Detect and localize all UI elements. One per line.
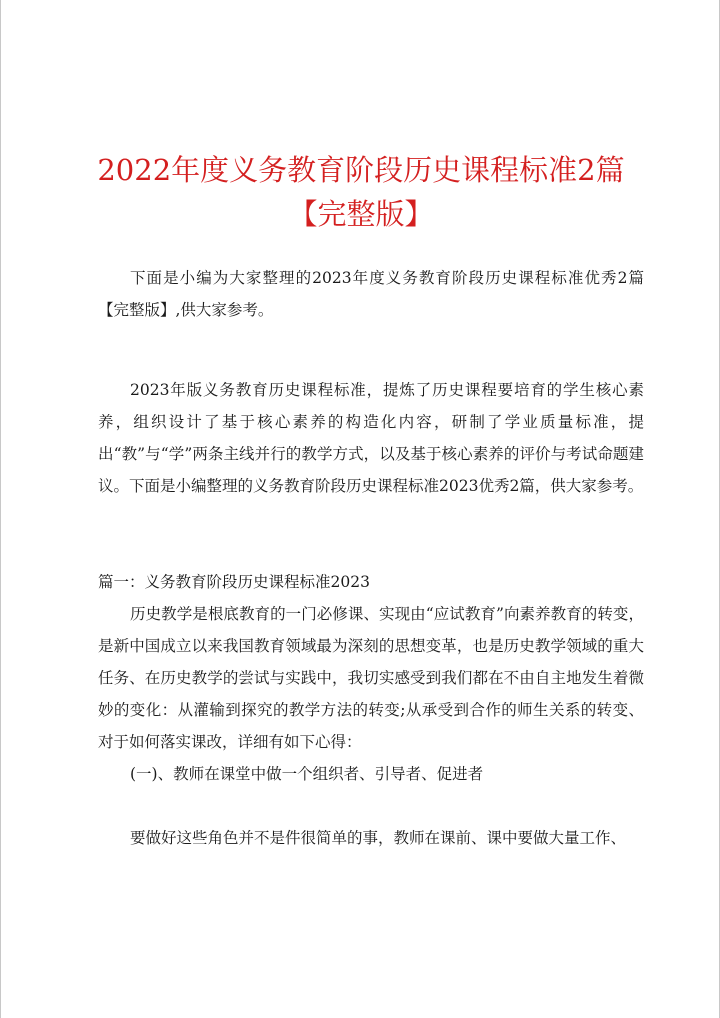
body-paragraph-1: 历史教学是根底教育的一门必修课、实现由“应试教育”向素养教育的转变，是新中国成立以来我国教育领域最为深刻的思想变革，也是历史教学领域的重大任务、在历史教学的尝试与实践中，我切实感受到我们都在不由自主地发生着微妙的变化：从灌输到探究的教学方法的转变;从承受到合作的师生关系的转变、对于如何落实课改，详细有如下心得： (98, 605, 644, 751)
subheading-1: (一)、教师在课堂中做一个组织者、引导者、促进者 (130, 765, 484, 783)
section-heading: 篇一：义务教育阶段历史课程标准2023 (98, 573, 370, 591)
intro-paragraph: 下面是小编为大家整理的2023年度义务教育阶段历史课程标准优秀2篇【完整版】,供大家参考。 (98, 269, 644, 319)
document-title: 2022年度义务教育阶段历史课程标准2篇【完整版】 (97, 153, 625, 231)
summary-paragraph: 2023年版义务教育历史课程标准，提炼了历史课程要培育的学生核心素养，组织设计了基于核心素养的构造化内容，研制了学业质量标准，提出“教”与“学”两条主线并行的教学方式，以及基于核心素养的评价与考试命题建议。下面是小编整理的义务教育阶段历史课程标准2023优秀2篇，供大家参考。 (98, 381, 644, 495)
body-paragraph-2: 要做好这些角色并不是件很简单的事，教师在课前、课中要做大量工作、 (130, 829, 627, 847)
